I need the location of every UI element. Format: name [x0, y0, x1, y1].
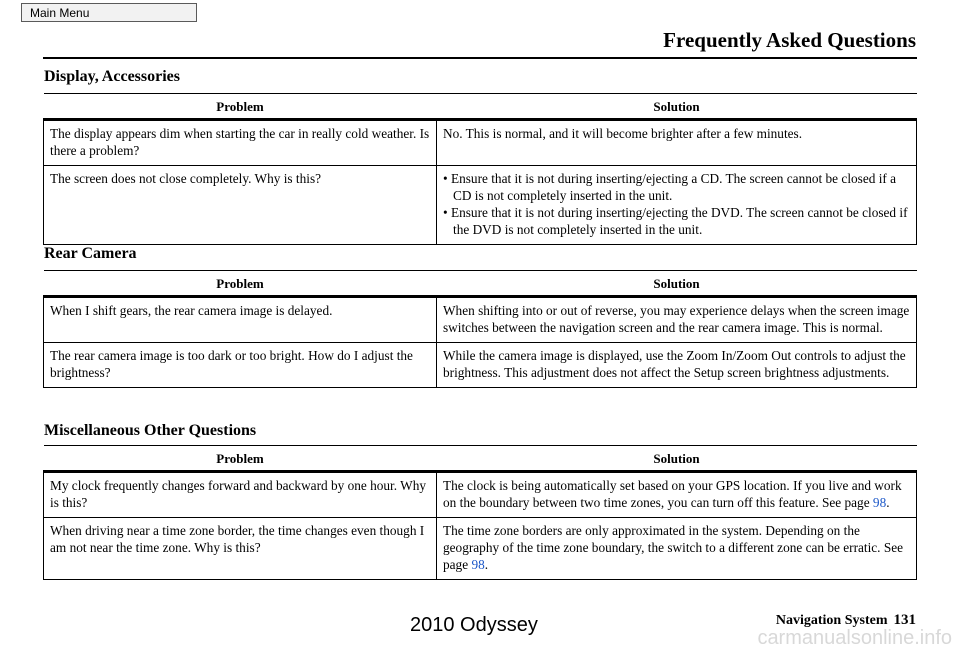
page-title: Frequently Asked Questions — [663, 28, 916, 52]
solution-bullet: • Ensure that it is not during inserting/ejecting the DVD. The screen cannot be closed if the DVD is not completely inserted in the unit. — [443, 205, 908, 237]
solution-bullet: • Ensure that it is not during inserting/ejecting a CD. The screen cannot be closed if a CD is not completely inserted in the unit. — [443, 171, 897, 203]
solution-text: The time zone borders are only approximated in the system. Depending on the geography of the time zone boundary, the switch to a different zone can be erratic. See page — [443, 523, 904, 572]
problem-cell: The screen does not close completely. Why is this? — [44, 166, 437, 245]
page-number: 131 — [893, 612, 916, 628]
solution-cell — [437, 166, 917, 245]
table-row — [44, 518, 917, 580]
faq-table-display-accessories — [43, 93, 917, 245]
section-heading-display-accessories: Display, Accessories — [44, 68, 180, 85]
section-heading-rear-camera: Rear Camera — [44, 245, 137, 262]
column-header-solution: Solution — [437, 271, 917, 297]
problem-cell: When I shift gears, the rear camera image is delayed. — [44, 297, 437, 343]
title-divider — [43, 57, 917, 59]
table-row — [44, 343, 917, 388]
table-row — [44, 472, 917, 518]
problem-cell: My clock frequently changes forward and backward by one hour. Why is this? — [44, 472, 437, 518]
watermark: carmanualsonline.info — [757, 627, 952, 649]
solution-cell: No. This is normal, and it will become brighter after a few minutes. — [437, 120, 917, 166]
solution-text-end: . — [484, 557, 489, 572]
faq-table-rear-camera — [43, 270, 917, 388]
solution-cell — [437, 518, 917, 580]
column-header-problem: Problem — [44, 271, 437, 297]
column-header-problem: Problem — [44, 94, 437, 120]
solution-text: The clock is being automatically set based on your GPS location. If you live and work on the boundary between two time zones, you can turn off this feature. See page — [443, 478, 902, 510]
problem-cell: The rear camera image is too dark or too bright. How do I adjust the brightness? — [44, 343, 437, 388]
faq-table-miscellaneous — [43, 445, 917, 580]
solution-cell: When shifting into or out of reverse, you may experience delays when the screen image switches between the navigation screen and the rear camera image. This is normal. — [437, 297, 917, 343]
solution-bullet-list — [443, 170, 910, 238]
problem-cell: When driving near a time zone border, the time changes even though I am not near the time zone. Why is this? — [44, 518, 437, 580]
column-header-solution: Solution — [437, 446, 917, 472]
solution-cell: While the camera image is displayed, use the Zoom In/Zoom Out controls to adjust the brightness. This adjustment does not affect the Setup screen brightness adjustments. — [437, 343, 917, 388]
problem-cell: The display appears dim when starting the car in really cold weather. Is there a problem? — [44, 120, 437, 166]
table-row — [44, 166, 917, 245]
section-heading-miscellaneous: Miscellaneous Other Questions — [44, 422, 257, 439]
main-menu-button[interactable]: Main Menu — [21, 3, 197, 22]
model-label: 2010 Odyssey — [410, 614, 538, 636]
table-row — [44, 120, 917, 166]
column-header-solution: Solution — [437, 94, 917, 120]
table-row — [44, 297, 917, 343]
solution-cell — [437, 472, 917, 518]
solution-text-end: . — [886, 495, 890, 510]
column-header-problem: Problem — [44, 446, 437, 472]
footer-section-name: Navigation System — [775, 613, 888, 628]
page-link-98[interactable]: 98 — [872, 495, 887, 510]
page-link-98[interactable]: 98 — [471, 557, 485, 572]
